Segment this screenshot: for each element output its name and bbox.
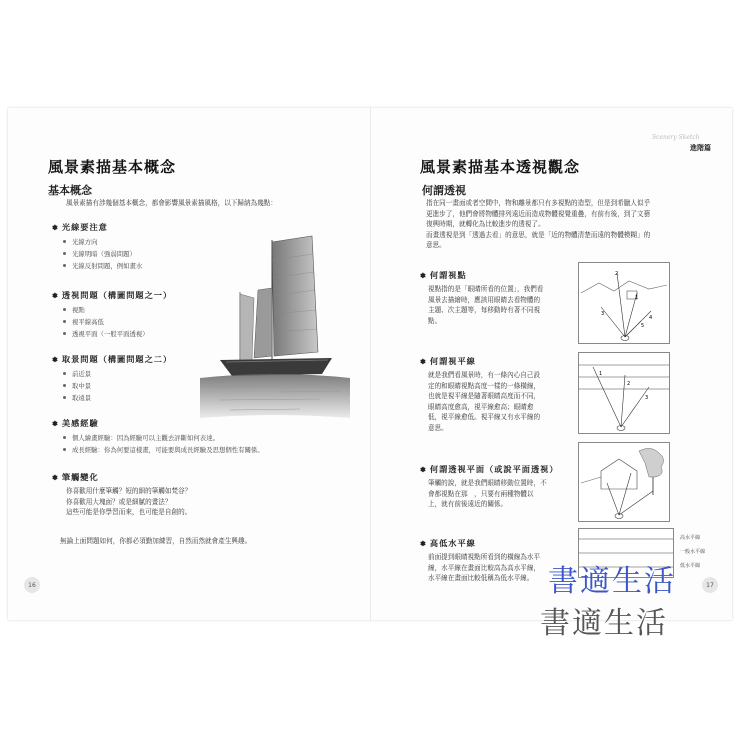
section-heading-framing: ✽ 取景問題（構圖問題之二） — [52, 354, 173, 364]
section-heading-perspective: ✽ 透視問題（構圖問題之一） — [52, 290, 173, 300]
asterisk-icon: ✽ — [52, 473, 59, 482]
text-line: 主題、次主題等，每移動時有著不同視 — [428, 306, 541, 314]
low-horizon-label: 低水平線 — [680, 563, 701, 569]
left-page-subtitle: 基本概念 — [48, 184, 92, 197]
section-heading-brush: ✽ 筆觸變化 — [52, 472, 99, 482]
high-horizon-label: 高水平線 — [680, 535, 701, 541]
page-number-left: 16 — [24, 577, 40, 593]
text-line: 這些可能是你學習而來，也可能是自創的。 — [66, 508, 192, 516]
header-english: Scenery Sketch — [652, 134, 700, 141]
list-item: 視平線高低 — [62, 316, 149, 328]
section-heading-light: ✽ 光線要注意 — [52, 222, 108, 232]
text-line: 而畫透視是到「透過去看」的意思，就是「近的物體清楚而遠的物體模糊」的 — [426, 230, 651, 239]
framing-list — [62, 368, 91, 404]
plane-text — [428, 478, 576, 510]
text-line: 眼睛高度愈高，視平線愈高；眼睛愈 — [428, 402, 534, 411]
plane-diagram — [578, 442, 670, 522]
diagram-number: 1 — [635, 295, 639, 301]
list-item: 光線反射問題，例如畫水 — [62, 260, 142, 272]
text-line: 更進步了，他們會將物體排列遠近而造成物體視覺重疊，有前有後，到了文藝 — [426, 209, 651, 218]
viewpoint-text — [428, 284, 576, 326]
list-item: 透視平面（一般平面透視） — [62, 328, 149, 340]
text-line: 也就是視平線是隨著眼睛高度而不同， — [428, 392, 541, 400]
text-line: 復興時期，就轉化為比較進步的透視了。 — [426, 220, 545, 228]
left-intro: 風景素描有涉幾個基本概念，都會影響風景素描風格，以下歸納為幾點： — [66, 199, 277, 207]
text-line: 意思。 — [426, 241, 446, 249]
asterisk-icon: ✽ — [52, 355, 59, 364]
asterisk-icon: ✽ — [420, 357, 427, 366]
diagram-number: 5 — [641, 323, 645, 329]
list-item: 光線明暗（強弱問題） — [62, 248, 142, 260]
text-line: 風景去描繪時，應該用眼睛去看物體的 — [428, 295, 541, 304]
text-line: 定的和眼睛視點高度一樣的一條橫線， — [428, 381, 541, 390]
brush-text — [66, 486, 326, 518]
section-heading-plane: ✽ 何謂透視平面（或說平面透視） — [420, 464, 559, 474]
asterisk-icon: ✽ — [52, 419, 59, 428]
text-line: 視點指的是「眼睛所看的位置」，我們看 — [428, 285, 544, 293]
list-item: 個人繪畫經驗：因為經驗可以主觀去評斷如何表達。 — [62, 432, 352, 444]
perspective-list — [62, 304, 149, 340]
list-item: 光線方向 — [62, 236, 142, 248]
asterisk-icon: ✽ — [420, 539, 427, 548]
diagram-number: 2 — [615, 271, 619, 277]
asterisk-icon: ✽ — [52, 223, 59, 232]
left-closing: 無論上面問題如何，你都必須勤加練習，自然而然就會產生興趣。 — [60, 537, 252, 545]
text-line: 意思。 — [428, 423, 448, 432]
list-item: 視點 — [62, 304, 149, 316]
text-line: 上，就有前後遠近的關係。 — [428, 500, 508, 508]
text-line: 就是我們看風景時，有一條內心自己設 — [428, 371, 541, 379]
sailboat-illustration — [200, 232, 350, 420]
list-item: 前近景 — [62, 368, 91, 380]
aesthetic-list — [62, 432, 352, 456]
section-heading-horizon: ✽ 何謂視平線 — [420, 356, 476, 366]
watermark-gray: 書適生活 — [540, 606, 668, 641]
text-line: 筆觸的說，就是我們眼睛移動位置時，不 — [428, 479, 547, 487]
right-page-title: 風景素描基本透視觀念 — [420, 158, 581, 176]
diagram-number: 1 — [599, 371, 603, 377]
list-item: 取中景 — [62, 380, 91, 392]
asterisk-icon: ✽ — [52, 291, 59, 300]
text-line: 會都視點在那 ，只要有兩種物體以 — [428, 489, 534, 498]
section-heading-aesthetic: ✽ 美感經驗 — [52, 418, 99, 428]
section-heading-highlow: ✽ 高低水平線 — [420, 538, 476, 548]
text-line: 指在同一畫面或者空間中，物和離景都只有多視點的造型，但是到希臘人似乎 — [426, 199, 651, 207]
normal-horizon-label: 一般水平線 — [680, 549, 706, 555]
asterisk-icon: ✽ — [420, 465, 427, 474]
horizon-text — [428, 370, 576, 433]
asterisk-icon: ✽ — [420, 271, 427, 280]
text-line: 前面提到眼睛視點所看到的橫線為水平 — [428, 553, 541, 561]
text-line: 水平線在畫面比較低稱為低水平線。 — [428, 574, 534, 582]
right-intro — [426, 198, 726, 251]
book-gutter — [370, 108, 371, 620]
light-list — [62, 236, 142, 272]
text-line: 低，視平線愈低。視平線又有水平線的 — [428, 413, 541, 421]
watermark-blue: 書適生活 — [548, 564, 676, 599]
diagram-number: 3 — [601, 311, 605, 317]
text-line: 你喜歡用大塊面？或是細膩的畫法？ — [66, 497, 172, 506]
text-line: 線，水平線在畫面比較高為高水平線， — [428, 563, 541, 572]
list-item: 取遠景 — [62, 392, 91, 404]
text-line: 點。 — [428, 316, 442, 325]
page-number-right: 17 — [702, 577, 718, 593]
list-item: 成長經驗：你為何要這樣畫，可能要與成長經驗及思想個性有關係。 — [62, 444, 352, 456]
horizon-diagram — [578, 352, 670, 434]
right-page-subtitle: 何謂透視 — [422, 184, 466, 197]
diagram-number: 3 — [645, 395, 649, 401]
left-page-title: 風景素描基本概念 — [48, 158, 177, 176]
diagram-number: 4 — [649, 315, 653, 321]
text-line: 你喜歡用什麼筆觸？短的細的筆觸如梵谷？ — [66, 487, 192, 495]
section-heading-viewpoint: ✽ 何謂視點 — [420, 270, 467, 280]
diagram-number: 2 — [627, 381, 631, 387]
viewpoint-diagram — [578, 262, 670, 344]
header-chapter: 進階篇 — [690, 144, 711, 152]
